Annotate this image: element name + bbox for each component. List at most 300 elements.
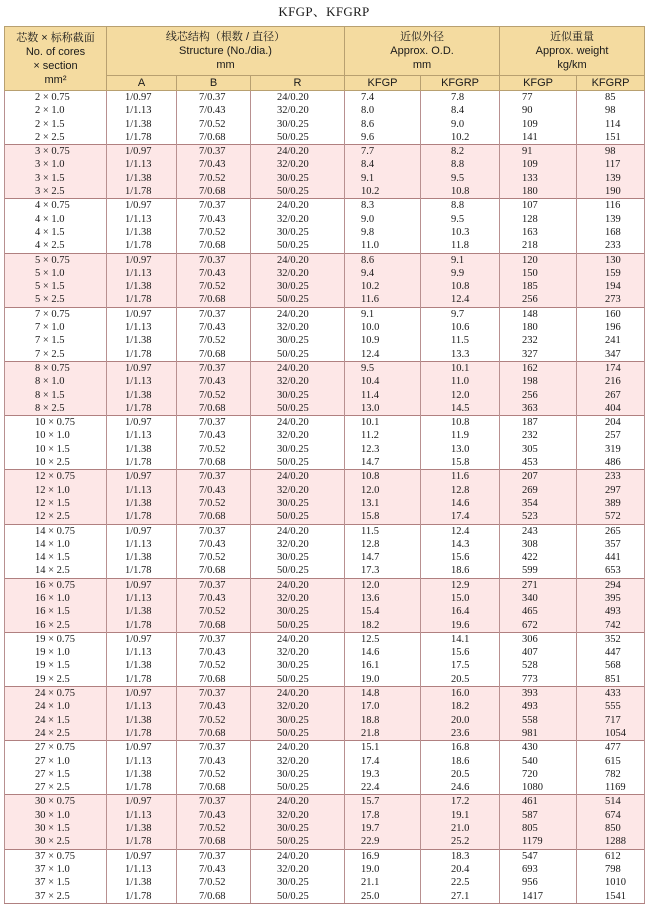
cell-od-kfgrp: 16.8 xyxy=(421,741,500,755)
cell-weight-kfgrp: 850 xyxy=(577,822,645,835)
table-row xyxy=(5,361,645,375)
cell-od-kfgrp: 12.4 xyxy=(421,293,500,307)
cell-cores-section: 7 × 1.5 xyxy=(5,334,107,347)
cell-weight-kfgp: 133 xyxy=(500,172,577,185)
cell-od-kfgp: 10.0 xyxy=(345,321,421,334)
cell-structure-a: 1/1.78 xyxy=(107,293,177,307)
cell-weight-kfgp: 354 xyxy=(500,497,577,510)
cell-structure-r: 32/0.20 xyxy=(251,104,345,117)
cell-weight-kfgp: 109 xyxy=(500,158,577,171)
cell-structure-b: 7/0.43 xyxy=(177,809,251,822)
cell-structure-r: 24/0.20 xyxy=(251,253,345,267)
cell-od-kfgp: 9.8 xyxy=(345,226,421,239)
table-row xyxy=(5,795,645,809)
cell-weight-kfgrp: 1541 xyxy=(577,890,645,904)
cell-structure-b: 7/0.52 xyxy=(177,551,251,564)
table-row xyxy=(5,632,645,646)
cell-weight-kfgrp: 139 xyxy=(577,213,645,226)
cell-od-kfgrp: 10.8 xyxy=(421,416,500,430)
cell-weight-kfgrp: 1169 xyxy=(577,781,645,795)
cell-od-kfgp: 12.4 xyxy=(345,348,421,362)
cell-od-kfgrp: 9.5 xyxy=(421,213,500,226)
cell-od-kfgrp: 25.2 xyxy=(421,835,500,849)
cell-cores-section: 12 × 0.75 xyxy=(5,470,107,484)
table-row xyxy=(5,321,645,334)
cell-od-kfgp: 9.4 xyxy=(345,267,421,280)
table-row xyxy=(5,755,645,768)
cell-weight-kfgrp: 98 xyxy=(577,104,645,117)
cell-cores-section: 24 × 1.0 xyxy=(5,700,107,713)
cell-structure-b: 7/0.68 xyxy=(177,673,251,687)
cell-cores-section: 19 × 1.0 xyxy=(5,646,107,659)
table-row xyxy=(5,456,645,470)
cell-cores-section: 16 × 2.5 xyxy=(5,619,107,633)
cell-od-kfgrp: 22.5 xyxy=(421,876,500,889)
cell-structure-a: 1/1.13 xyxy=(107,484,177,497)
cell-weight-kfgrp: 297 xyxy=(577,484,645,497)
cell-structure-a: 1/0.97 xyxy=(107,795,177,809)
table-row xyxy=(5,605,645,618)
cell-weight-kfgrp: 352 xyxy=(577,632,645,646)
cell-weight-kfgrp: 294 xyxy=(577,578,645,592)
cell-weight-kfgp: 461 xyxy=(500,795,577,809)
cell-od-kfgrp: 16.4 xyxy=(421,605,500,618)
cell-od-kfgrp: 11.0 xyxy=(421,375,500,388)
cell-structure-b: 7/0.37 xyxy=(177,741,251,755)
cell-weight-kfgp: 465 xyxy=(500,605,577,618)
table-row xyxy=(5,564,645,578)
cell-weight-kfgp: 163 xyxy=(500,226,577,239)
cell-cores-section: 14 × 2.5 xyxy=(5,564,107,578)
cell-weight-kfgp: 306 xyxy=(500,632,577,646)
cell-structure-r: 32/0.20 xyxy=(251,213,345,226)
table-row xyxy=(5,253,645,267)
header-od-kfgrp: KFGRP xyxy=(421,76,500,91)
cell-structure-a: 1/1.38 xyxy=(107,280,177,293)
cell-od-kfgrp: 20.5 xyxy=(421,673,500,687)
cell-structure-a: 1/1.38 xyxy=(107,334,177,347)
cell-cores-section: 16 × 0.75 xyxy=(5,578,107,592)
cell-od-kfgrp: 17.4 xyxy=(421,510,500,524)
cell-weight-kfgp: 528 xyxy=(500,659,577,672)
cell-weight-kfgrp: 389 xyxy=(577,497,645,510)
cell-weight-kfgp: 232 xyxy=(500,334,577,347)
cell-structure-b: 7/0.43 xyxy=(177,429,251,442)
cell-structure-a: 1/1.13 xyxy=(107,538,177,551)
cell-structure-a: 1/1.38 xyxy=(107,497,177,510)
header-weight-kfgrp: KFGRP xyxy=(577,76,645,91)
cell-structure-r: 32/0.20 xyxy=(251,429,345,442)
cell-od-kfgp: 13.1 xyxy=(345,497,421,510)
cell-structure-a: 1/1.13 xyxy=(107,321,177,334)
cell-weight-kfgrp: 568 xyxy=(577,659,645,672)
cell-cores-section: 30 × 2.5 xyxy=(5,835,107,849)
cell-structure-b: 7/0.43 xyxy=(177,375,251,388)
cell-od-kfgrp: 10.8 xyxy=(421,185,500,199)
cell-structure-a: 1/1.38 xyxy=(107,118,177,131)
cell-weight-kfgp: 693 xyxy=(500,863,577,876)
cell-structure-r: 24/0.20 xyxy=(251,849,345,863)
cell-structure-r: 50/0.25 xyxy=(251,402,345,416)
cell-structure-r: 50/0.25 xyxy=(251,348,345,362)
table-row xyxy=(5,91,645,105)
cell-structure-r: 50/0.25 xyxy=(251,781,345,795)
table-row xyxy=(5,443,645,456)
cell-od-kfgp: 17.3 xyxy=(345,564,421,578)
cell-od-kfgp: 7.4 xyxy=(345,91,421,105)
cell-od-kfgrp: 20.4 xyxy=(421,863,500,876)
cell-structure-b: 7/0.37 xyxy=(177,687,251,701)
cell-od-kfgrp: 9.0 xyxy=(421,118,500,131)
cell-weight-kfgrp: 615 xyxy=(577,755,645,768)
cell-od-kfgrp: 14.6 xyxy=(421,497,500,510)
cell-weight-kfgp: 308 xyxy=(500,538,577,551)
cell-od-kfgp: 8.6 xyxy=(345,118,421,131)
cell-cores-section: 3 × 1.5 xyxy=(5,172,107,185)
cell-od-kfgp: 14.7 xyxy=(345,456,421,470)
cell-cores-section: 24 × 0.75 xyxy=(5,687,107,701)
cell-od-kfgp: 11.5 xyxy=(345,524,421,538)
cell-cores-section: 24 × 2.5 xyxy=(5,727,107,741)
cell-od-kfgp: 19.0 xyxy=(345,863,421,876)
cell-od-kfgp: 10.1 xyxy=(345,416,421,430)
cell-structure-r: 32/0.20 xyxy=(251,809,345,822)
cell-structure-a: 1/0.97 xyxy=(107,253,177,267)
cell-od-kfgrp: 16.0 xyxy=(421,687,500,701)
cell-weight-kfgp: 453 xyxy=(500,456,577,470)
cell-weight-kfgrp: 717 xyxy=(577,714,645,727)
cell-cores-section: 7 × 0.75 xyxy=(5,307,107,321)
cell-weight-kfgp: 185 xyxy=(500,280,577,293)
cell-weight-kfgrp: 85 xyxy=(577,91,645,105)
cell-od-kfgrp: 12.4 xyxy=(421,524,500,538)
table-row xyxy=(5,768,645,781)
cell-od-kfgp: 19.0 xyxy=(345,673,421,687)
cell-structure-r: 50/0.25 xyxy=(251,890,345,904)
cell-od-kfgp: 10.8 xyxy=(345,470,421,484)
cell-cores-section: 8 × 1.0 xyxy=(5,375,107,388)
cell-structure-b: 7/0.43 xyxy=(177,321,251,334)
table-row xyxy=(5,131,645,145)
cell-od-kfgp: 14.8 xyxy=(345,687,421,701)
table-row xyxy=(5,538,645,551)
table-row xyxy=(5,104,645,117)
cell-structure-b: 7/0.52 xyxy=(177,768,251,781)
cell-od-kfgrp: 15.6 xyxy=(421,646,500,659)
cell-structure-a: 1/0.97 xyxy=(107,632,177,646)
cell-cores-section: 4 × 1.0 xyxy=(5,213,107,226)
cell-weight-kfgp: 148 xyxy=(500,307,577,321)
cell-cores-section: 10 × 2.5 xyxy=(5,456,107,470)
cell-structure-r: 30/0.25 xyxy=(251,605,345,618)
cell-od-kfgrp: 9.5 xyxy=(421,172,500,185)
cell-structure-a: 1/0.97 xyxy=(107,199,177,213)
cell-weight-kfgp: 981 xyxy=(500,727,577,741)
cell-cores-section: 16 × 1.5 xyxy=(5,605,107,618)
cell-cores-section: 19 × 1.5 xyxy=(5,659,107,672)
cell-od-kfgp: 7.7 xyxy=(345,145,421,159)
cell-structure-b: 7/0.52 xyxy=(177,605,251,618)
cell-structure-a: 1/1.78 xyxy=(107,131,177,145)
cell-cores-section: 12 × 2.5 xyxy=(5,510,107,524)
cell-structure-b: 7/0.68 xyxy=(177,402,251,416)
cell-od-kfgrp: 21.0 xyxy=(421,822,500,835)
table-row xyxy=(5,429,645,442)
cell-cores-section: 3 × 2.5 xyxy=(5,185,107,199)
table-row xyxy=(5,809,645,822)
cell-weight-kfgrp: 265 xyxy=(577,524,645,538)
cell-structure-a: 1/1.78 xyxy=(107,348,177,362)
cell-weight-kfgp: 180 xyxy=(500,185,577,199)
cell-structure-b: 7/0.52 xyxy=(177,118,251,131)
table-row xyxy=(5,727,645,741)
cell-od-kfgrp: 13.3 xyxy=(421,348,500,362)
cell-structure-b: 7/0.43 xyxy=(177,484,251,497)
cell-structure-r: 50/0.25 xyxy=(251,564,345,578)
cell-od-kfgrp: 12.9 xyxy=(421,578,500,592)
cell-od-kfgrp: 11.5 xyxy=(421,334,500,347)
cell-od-kfgrp: 20.5 xyxy=(421,768,500,781)
cell-od-kfgp: 10.2 xyxy=(345,280,421,293)
cell-structure-r: 30/0.25 xyxy=(251,118,345,131)
table-row xyxy=(5,497,645,510)
cell-structure-a: 1/0.97 xyxy=(107,687,177,701)
cell-weight-kfgrp: 98 xyxy=(577,145,645,159)
cell-od-kfgrp: 19.6 xyxy=(421,619,500,633)
cell-structure-r: 30/0.25 xyxy=(251,876,345,889)
cell-weight-kfgrp: 798 xyxy=(577,863,645,876)
cell-structure-a: 1/0.97 xyxy=(107,741,177,755)
cell-structure-r: 32/0.20 xyxy=(251,267,345,280)
cell-structure-b: 7/0.37 xyxy=(177,849,251,863)
cell-structure-b: 7/0.68 xyxy=(177,293,251,307)
table-row xyxy=(5,781,645,795)
cell-weight-kfgp: 107 xyxy=(500,199,577,213)
cell-od-kfgrp: 9.9 xyxy=(421,267,500,280)
cell-weight-kfgp: 232 xyxy=(500,429,577,442)
cell-structure-r: 24/0.20 xyxy=(251,361,345,375)
cell-structure-a: 1/1.13 xyxy=(107,863,177,876)
cell-structure-r: 24/0.20 xyxy=(251,470,345,484)
cell-cores-section: 12 × 1.5 xyxy=(5,497,107,510)
cell-structure-r: 30/0.25 xyxy=(251,551,345,564)
cell-od-kfgp: 10.2 xyxy=(345,185,421,199)
cell-cores-section: 27 × 1.0 xyxy=(5,755,107,768)
table-row xyxy=(5,389,645,402)
cell-structure-a: 1/0.97 xyxy=(107,524,177,538)
cell-od-kfgrp: 24.6 xyxy=(421,781,500,795)
cell-od-kfgrp: 15.0 xyxy=(421,592,500,605)
cell-structure-a: 1/0.97 xyxy=(107,361,177,375)
cell-weight-kfgp: 393 xyxy=(500,687,577,701)
cell-weight-kfgrp: 1010 xyxy=(577,876,645,889)
table-row xyxy=(5,876,645,889)
cell-structure-b: 7/0.68 xyxy=(177,131,251,145)
table-row xyxy=(5,402,645,416)
cell-cores-section: 2 × 0.75 xyxy=(5,91,107,105)
cell-od-kfgp: 11.6 xyxy=(345,293,421,307)
cell-cores-section: 27 × 2.5 xyxy=(5,781,107,795)
cell-od-kfgp: 22.9 xyxy=(345,835,421,849)
cell-structure-r: 24/0.20 xyxy=(251,741,345,755)
table-row xyxy=(5,185,645,199)
cell-structure-r: 24/0.20 xyxy=(251,632,345,646)
cell-cores-section: 3 × 0.75 xyxy=(5,145,107,159)
cell-structure-a: 1/1.13 xyxy=(107,592,177,605)
cell-od-kfgp: 12.0 xyxy=(345,484,421,497)
cell-structure-a: 1/1.38 xyxy=(107,659,177,672)
cell-structure-a: 1/1.38 xyxy=(107,822,177,835)
cell-structure-r: 32/0.20 xyxy=(251,158,345,171)
cell-structure-b: 7/0.37 xyxy=(177,145,251,159)
cell-structure-b: 7/0.37 xyxy=(177,578,251,592)
cell-structure-b: 7/0.68 xyxy=(177,239,251,253)
cell-od-kfgp: 14.6 xyxy=(345,646,421,659)
cell-structure-b: 7/0.52 xyxy=(177,497,251,510)
cell-od-kfgp: 8.0 xyxy=(345,104,421,117)
cell-structure-r: 50/0.25 xyxy=(251,185,345,199)
cell-structure-b: 7/0.43 xyxy=(177,104,251,117)
cell-structure-b: 7/0.68 xyxy=(177,510,251,524)
table-row xyxy=(5,416,645,430)
table-row xyxy=(5,578,645,592)
table-row xyxy=(5,835,645,849)
cell-weight-kfgp: 493 xyxy=(500,700,577,713)
cell-weight-kfgrp: 168 xyxy=(577,226,645,239)
cell-od-kfgp: 9.6 xyxy=(345,131,421,145)
cell-structure-b: 7/0.52 xyxy=(177,659,251,672)
cell-cores-section: 5 × 2.5 xyxy=(5,293,107,307)
cell-weight-kfgrp: 514 xyxy=(577,795,645,809)
cell-od-kfgp: 9.1 xyxy=(345,172,421,185)
cell-weight-kfgp: 305 xyxy=(500,443,577,456)
cell-od-kfgp: 17.0 xyxy=(345,700,421,713)
table-row xyxy=(5,673,645,687)
cell-od-kfgp: 17.4 xyxy=(345,755,421,768)
cell-structure-r: 30/0.25 xyxy=(251,659,345,672)
cell-structure-a: 1/1.13 xyxy=(107,809,177,822)
cell-od-kfgp: 18.2 xyxy=(345,619,421,633)
cell-structure-a: 1/1.13 xyxy=(107,267,177,280)
cell-weight-kfgp: 198 xyxy=(500,375,577,388)
cell-cores-section: 5 × 1.5 xyxy=(5,280,107,293)
table-row xyxy=(5,293,645,307)
cell-weight-kfgrp: 477 xyxy=(577,741,645,755)
cell-structure-b: 7/0.43 xyxy=(177,755,251,768)
table-row xyxy=(5,348,645,362)
cell-od-kfgp: 12.5 xyxy=(345,632,421,646)
cell-od-kfgrp: 8.8 xyxy=(421,199,500,213)
cell-structure-a: 1/1.78 xyxy=(107,727,177,741)
cell-weight-kfgrp: 241 xyxy=(577,334,645,347)
cell-cores-section: 4 × 1.5 xyxy=(5,226,107,239)
cell-weight-kfgp: 720 xyxy=(500,768,577,781)
cell-structure-r: 32/0.20 xyxy=(251,375,345,388)
cell-structure-r: 24/0.20 xyxy=(251,578,345,592)
cell-cores-section: 10 × 1.0 xyxy=(5,429,107,442)
cell-structure-a: 1/1.38 xyxy=(107,714,177,727)
table-row xyxy=(5,158,645,171)
table-row xyxy=(5,659,645,672)
cell-cores-section: 10 × 0.75 xyxy=(5,416,107,430)
cell-weight-kfgrp: 447 xyxy=(577,646,645,659)
cell-weight-kfgrp: 117 xyxy=(577,158,645,171)
cell-weight-kfgp: 271 xyxy=(500,578,577,592)
cell-structure-r: 30/0.25 xyxy=(251,497,345,510)
table-row xyxy=(5,822,645,835)
cell-od-kfgp: 9.0 xyxy=(345,213,421,226)
cell-cores-section: 14 × 1.0 xyxy=(5,538,107,551)
cell-structure-b: 7/0.68 xyxy=(177,348,251,362)
cell-weight-kfgp: 256 xyxy=(500,389,577,402)
cell-weight-kfgrp: 196 xyxy=(577,321,645,334)
header-structure-a: A xyxy=(107,76,177,91)
cell-structure-b: 7/0.43 xyxy=(177,592,251,605)
cell-od-kfgrp: 11.6 xyxy=(421,470,500,484)
cell-od-kfgrp: 8.4 xyxy=(421,104,500,117)
cell-structure-a: 1/0.97 xyxy=(107,578,177,592)
cell-structure-b: 7/0.52 xyxy=(177,280,251,293)
table-row xyxy=(5,592,645,605)
cell-structure-a: 1/0.97 xyxy=(107,849,177,863)
cell-structure-b: 7/0.37 xyxy=(177,253,251,267)
cell-od-kfgrp: 18.3 xyxy=(421,849,500,863)
cell-weight-kfgp: 523 xyxy=(500,510,577,524)
cell-structure-b: 7/0.37 xyxy=(177,416,251,430)
cell-weight-kfgp: 109 xyxy=(500,118,577,131)
cell-cores-section: 19 × 2.5 xyxy=(5,673,107,687)
cell-weight-kfgp: 805 xyxy=(500,822,577,835)
cell-weight-kfgp: 327 xyxy=(500,348,577,362)
cell-structure-r: 24/0.20 xyxy=(251,307,345,321)
cell-structure-r: 50/0.25 xyxy=(251,239,345,253)
cell-cores-section: 2 × 2.5 xyxy=(5,131,107,145)
cell-weight-kfgrp: 159 xyxy=(577,267,645,280)
header-structure: 线芯结构（根数 / 直径） Structure (No./dia.) mm xyxy=(107,27,345,76)
cell-cores-section: 2 × 1.0 xyxy=(5,104,107,117)
cell-od-kfgrp: 19.1 xyxy=(421,809,500,822)
cell-cores-section: 8 × 2.5 xyxy=(5,402,107,416)
cell-structure-b: 7/0.52 xyxy=(177,822,251,835)
cell-structure-a: 1/1.13 xyxy=(107,700,177,713)
cell-od-kfgp: 16.9 xyxy=(345,849,421,863)
cell-structure-a: 1/1.38 xyxy=(107,226,177,239)
cell-cores-section: 8 × 0.75 xyxy=(5,361,107,375)
cell-od-kfgp: 11.4 xyxy=(345,389,421,402)
table-row xyxy=(5,714,645,727)
cell-structure-b: 7/0.43 xyxy=(177,863,251,876)
cell-weight-kfgp: 1080 xyxy=(500,781,577,795)
cell-weight-kfgp: 773 xyxy=(500,673,577,687)
cell-od-kfgp: 8.4 xyxy=(345,158,421,171)
cell-weight-kfgrp: 1288 xyxy=(577,835,645,849)
cell-structure-r: 30/0.25 xyxy=(251,714,345,727)
cell-weight-kfgp: 1179 xyxy=(500,835,577,849)
cell-structure-r: 50/0.25 xyxy=(251,619,345,633)
cell-od-kfgp: 12.0 xyxy=(345,578,421,592)
cell-weight-kfgrp: 347 xyxy=(577,348,645,362)
cell-structure-a: 1/1.78 xyxy=(107,781,177,795)
cell-structure-r: 24/0.20 xyxy=(251,199,345,213)
cell-structure-r: 50/0.25 xyxy=(251,456,345,470)
cell-structure-r: 24/0.20 xyxy=(251,687,345,701)
cell-od-kfgrp: 11.8 xyxy=(421,239,500,253)
cable-spec-table xyxy=(4,26,645,904)
cell-od-kfgrp: 13.0 xyxy=(421,443,500,456)
table-row xyxy=(5,524,645,538)
cell-structure-b: 7/0.43 xyxy=(177,267,251,280)
page-title: KFGP、KFGRP xyxy=(278,4,370,19)
